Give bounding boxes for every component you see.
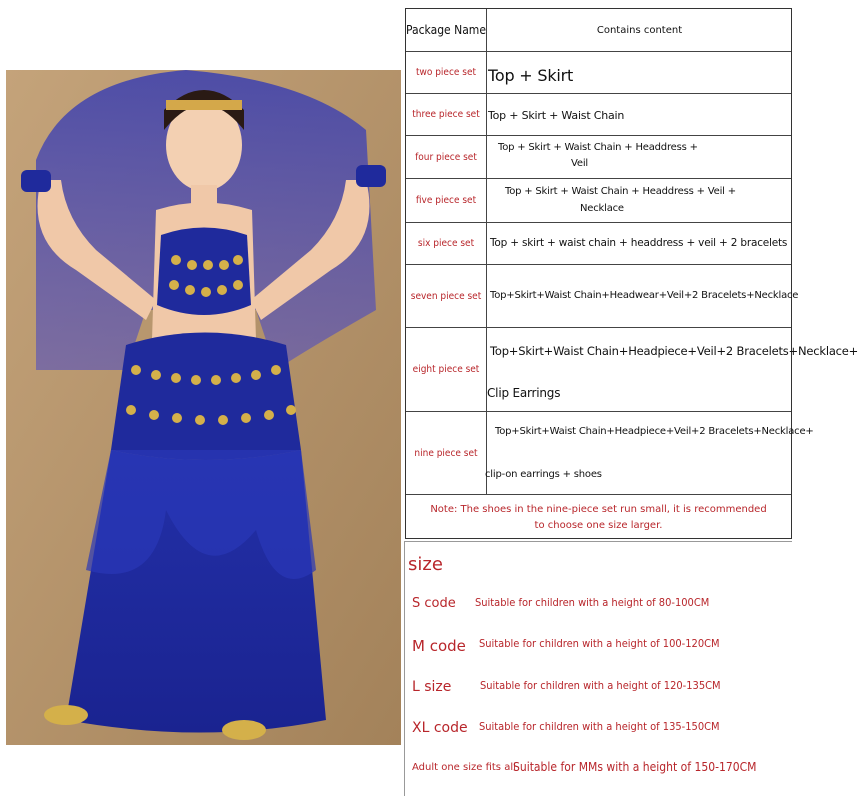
package-table: [405, 8, 858, 539]
package-content: [488, 223, 791, 264]
table-row: [406, 327, 858, 411]
package-content-line: Top + Skirt + Waist Chain + Headdress +: [498, 142, 698, 153]
header-contains-content: Contains content: [596, 24, 683, 36]
size-code: Adult one size fits all: [412, 762, 516, 773]
package-content: [487, 328, 858, 411]
size-description: Suitable for MMs with a height of 150-170CM: [513, 760, 757, 774]
package-content-line: Top + Skirt + Waist Chain + Headdress + Veil +: [505, 186, 736, 197]
size-code: S code: [412, 596, 456, 611]
size-description: Suitable for children with a height of 120-135CM: [480, 679, 721, 692]
package-name: three piece set: [406, 94, 487, 135]
package-content-line: Top + Skirt: [488, 66, 574, 85]
package-content: [485, 412, 814, 494]
package-name: eight piece set: [406, 328, 487, 411]
size-description: Suitable for children with a height of 80-100CM: [475, 596, 710, 609]
package-content: [488, 94, 791, 135]
package-name: four piece set: [406, 136, 487, 178]
package-content-line: Top+Skirt+Waist Chain+Headpiece+Veil+2 Bracelets+Necklace+: [495, 426, 814, 437]
table-row: [406, 222, 791, 264]
size-code: XL code: [412, 720, 468, 736]
package-content-line: Top + Skirt + Waist Chain: [488, 109, 625, 122]
header-package-name: Package Name: [406, 9, 487, 51]
package-content-line: clip-on earrings + shoes: [485, 469, 602, 480]
size-code: M code: [412, 637, 466, 655]
package-content-line: Top+Skirt+Waist Chain+Headwear+Veil+2 Bracelets+Necklace: [490, 290, 799, 301]
package-name: five piece set: [406, 179, 487, 222]
table-row: [406, 411, 814, 494]
package-content-line: Top+Skirt+Waist Chain+Headpiece+Veil+2 Bracelets+Necklace+: [490, 344, 858, 358]
size-chart: [404, 541, 792, 796]
package-content: [488, 136, 791, 178]
package-content: [488, 52, 791, 93]
size-title: size: [408, 554, 443, 575]
shoe-size-note: Note: The shoes in the nine-piece set run small, it is recommended to choose one size larger.: [430, 503, 767, 531]
table-row: [406, 51, 791, 93]
table-row: [406, 264, 799, 327]
package-content-line: Top + skirt + waist chain + headdress + veil + 2 bracelets: [490, 237, 788, 249]
table-note-row: [406, 494, 791, 540]
package-content-line: Clip Earrings: [487, 386, 561, 400]
package-content: [488, 265, 799, 327]
belly-dance-costume-illustration: [6, 70, 401, 745]
package-name: six piece set: [406, 223, 487, 264]
package-content-line: Veil: [571, 158, 588, 169]
package-name: seven piece set: [406, 265, 487, 327]
package-content: [488, 179, 791, 222]
table-row: [406, 178, 791, 222]
size-description: Suitable for children with a height of 100-120CM: [479, 637, 720, 650]
package-content-line: Necklace: [580, 203, 624, 214]
package-name: nine piece set: [406, 412, 487, 494]
product-photo: [6, 70, 401, 745]
table-row: [406, 135, 791, 178]
size-description: Suitable for children with a height of 135-150CM: [479, 720, 720, 733]
table-header-row: [406, 9, 791, 51]
table-row: [406, 93, 791, 135]
size-code: L size: [412, 679, 452, 695]
package-name: two piece set: [406, 52, 487, 93]
